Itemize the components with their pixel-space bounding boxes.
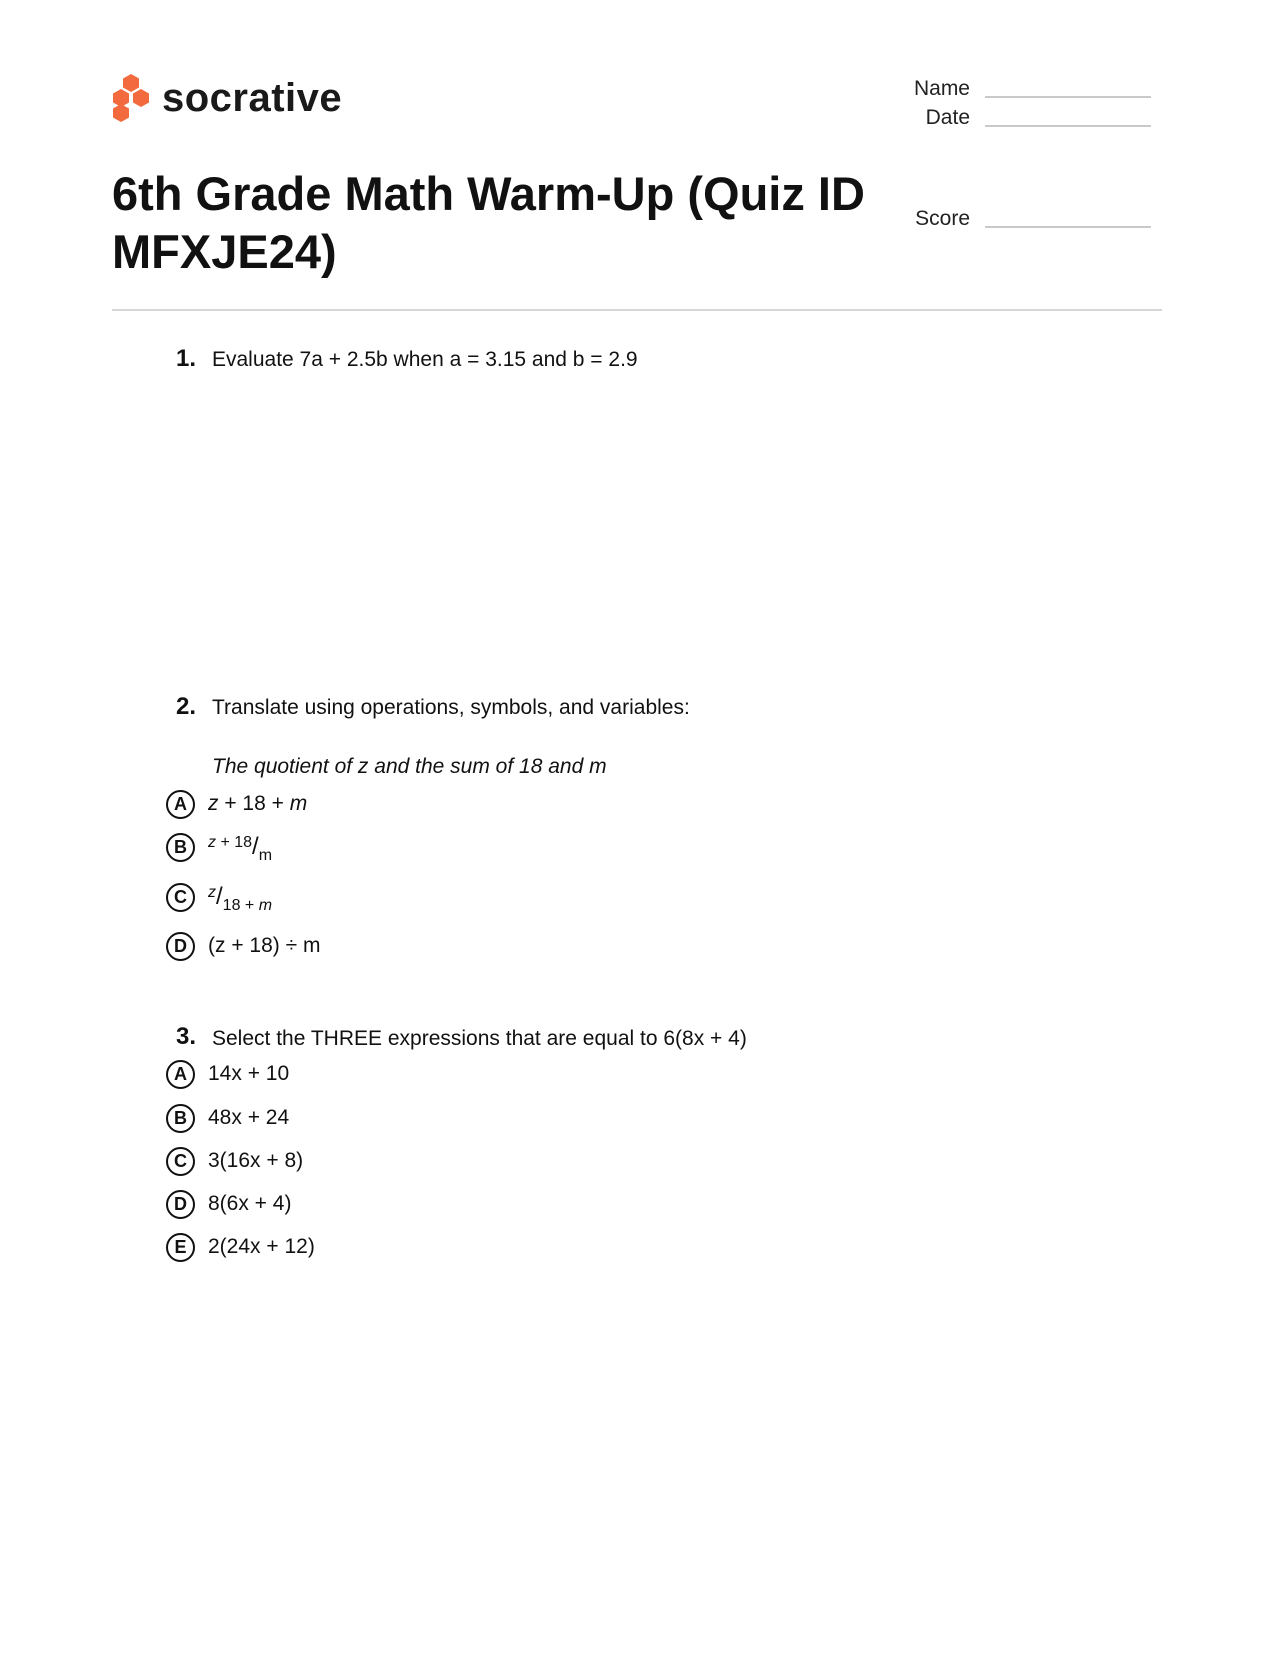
option-b[interactable] <box>166 1101 289 1135</box>
option-text: 8(6x + 4) <box>208 1192 292 1215</box>
option-text: $^z/_{18 + m}$ <box>208 883 273 914</box>
score-input-line[interactable] <box>985 226 1151 228</box>
option-text: z + 18 + m <box>208 792 308 815</box>
date-input-line[interactable] <box>985 125 1151 127</box>
option-text: 3(16x + 8) <box>208 1149 304 1172</box>
option-text: $^{z + 18}/_m$ <box>208 833 273 864</box>
header-divider <box>112 309 1162 311</box>
option-b[interactable] <box>166 830 272 864</box>
option-text: 2(24x + 12) <box>208 1235 315 1258</box>
option-c[interactable] <box>166 880 272 914</box>
question-number: 3. <box>175 1023 196 1050</box>
date-field <box>880 106 1151 130</box>
brand-name: socrative <box>162 76 343 120</box>
option-letter-badge[interactable]: B <box>166 1104 195 1133</box>
date-label: Date <box>925 106 970 129</box>
score-field <box>880 207 1151 231</box>
option-letter-badge[interactable]: A <box>166 1060 195 1089</box>
question-text: Translate using operations, symbols, and variables: <box>212 696 690 719</box>
option-letter-badge[interactable]: D <box>166 932 195 961</box>
option-text: 48x + 24 <box>208 1106 290 1129</box>
option-letter-badge[interactable]: E <box>166 1233 195 1262</box>
option-letter-badge[interactable]: C <box>166 1147 195 1176</box>
question-text: Evaluate 7a + 2.5b when a = 3.15 and b = 2.9 <box>212 348 638 371</box>
question-number: 2. <box>175 693 196 720</box>
option-letter-badge[interactable]: C <box>166 883 195 912</box>
score-label: Score <box>915 207 970 230</box>
option-e[interactable] <box>166 1230 315 1264</box>
hexagon-cluster-icon <box>112 73 150 123</box>
question-number: 1. <box>175 345 196 372</box>
question-text: Select the THREE expressions that are equal to 6(8x + 4) <box>212 1027 747 1050</box>
option-a[interactable] <box>166 787 307 821</box>
name-label: Name <box>913 77 970 100</box>
option-text: 14x + 10 <box>208 1062 290 1085</box>
option-text: (z + 18) ÷ m <box>208 934 321 957</box>
name-input-line[interactable] <box>985 96 1151 98</box>
page-title: 6th Grade Math Warm-Up (Quiz ID MFXJE24) <box>112 167 865 278</box>
name-field <box>880 77 1151 101</box>
option-d[interactable] <box>166 1187 291 1221</box>
option-d[interactable] <box>166 929 320 963</box>
option-a[interactable] <box>166 1057 289 1091</box>
option-letter-badge[interactable]: D <box>166 1190 195 1219</box>
question-prompt: The quotient of z and the sum of 18 and m <box>212 755 607 778</box>
option-letter-badge[interactable]: A <box>166 790 195 819</box>
option-c[interactable] <box>166 1144 303 1178</box>
option-letter-badge[interactable]: B <box>166 833 195 862</box>
socrative-logo <box>112 72 342 124</box>
